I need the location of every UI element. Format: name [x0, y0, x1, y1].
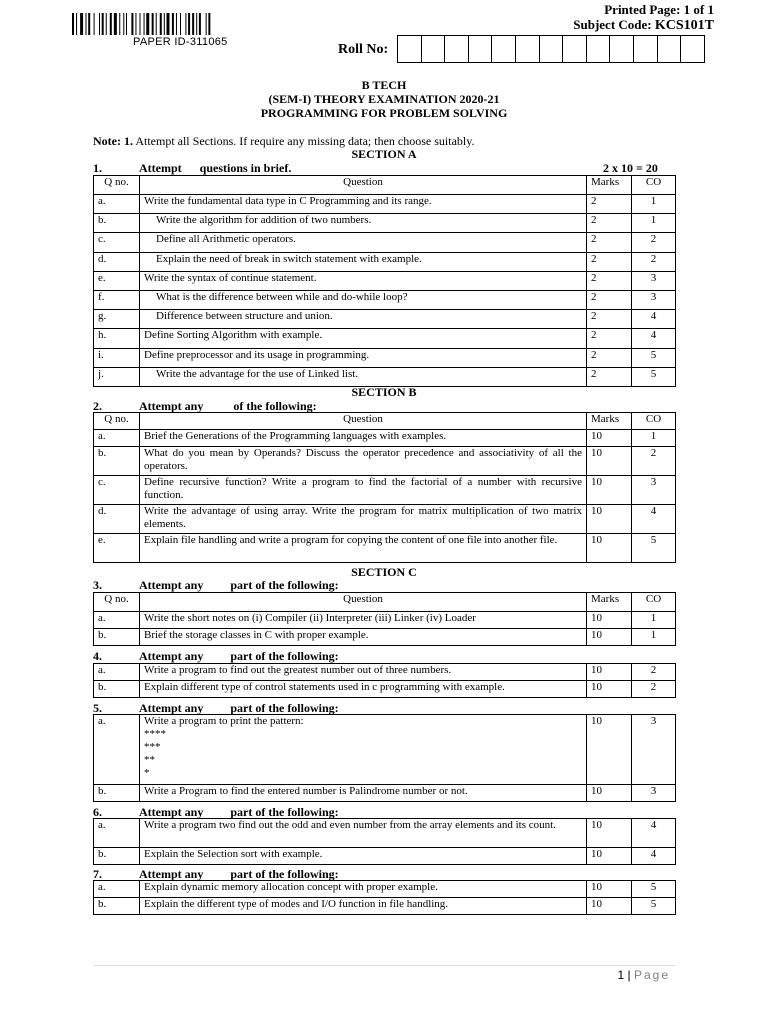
question-cell	[140, 271, 587, 290]
roll-no-label: Roll No:	[338, 42, 389, 57]
roll-no-box[interactable]	[562, 35, 587, 63]
question-marks: 2	[587, 271, 632, 290]
question-marks: 2	[587, 348, 632, 367]
question-text: Define Sorting Algorithm with example.	[144, 329, 323, 342]
question-text: Explain the Selection sort with example.	[144, 848, 323, 860]
table-row	[94, 715, 676, 785]
q5-table	[93, 714, 676, 802]
table-row	[94, 310, 676, 329]
pattern-line: *	[144, 767, 150, 779]
question-marks: 10	[587, 881, 632, 898]
question-co: 4	[632, 505, 676, 534]
table-row	[94, 367, 676, 386]
question-co: 1	[632, 195, 676, 214]
table-row	[94, 447, 676, 476]
question-text: What is the difference between while and do-while loop?	[156, 290, 408, 303]
table-row	[94, 505, 676, 534]
table-row	[94, 681, 676, 698]
question-co: 3	[632, 290, 676, 309]
question-cell	[140, 881, 587, 898]
question-marks: 2	[587, 214, 632, 233]
q4-table	[93, 663, 676, 698]
question-marks: 2	[587, 310, 632, 329]
question-cell	[140, 290, 587, 309]
q7-instruction: Attempt any part of the following:	[139, 867, 339, 881]
question-marks: 10	[587, 898, 632, 915]
question-cell	[140, 476, 587, 505]
question-cell	[140, 898, 587, 915]
question-cell	[140, 430, 587, 447]
table-row	[94, 848, 676, 865]
section-b-title: SECTION B	[351, 385, 417, 399]
question-text: Brief the storage classes in C with proper example.	[144, 629, 369, 641]
question-number: i.	[94, 348, 140, 367]
q4-number: 4.	[93, 649, 102, 663]
question-cell	[140, 612, 587, 629]
question-co: 4	[632, 310, 676, 329]
table-header-row	[94, 593, 676, 612]
q1-marks-scheme: 2 x 10 = 20	[603, 161, 658, 175]
question-co: 4	[632, 819, 676, 848]
page-number: 1	[617, 968, 625, 982]
question-number: b.	[94, 898, 140, 915]
roll-no-box[interactable]	[491, 35, 516, 63]
q6-table	[93, 818, 676, 865]
question-number: c.	[94, 233, 140, 252]
table-row	[94, 233, 676, 252]
question-cell	[140, 214, 587, 233]
question-number: f.	[94, 290, 140, 309]
question-text: Explain dynamic memory allocation concept with proper example.	[144, 881, 438, 893]
table-row	[94, 214, 676, 233]
col-header-question: Question	[140, 176, 587, 195]
question-marks: 10	[587, 629, 632, 646]
question-marks: 2	[587, 367, 632, 386]
question-marks: 10	[587, 681, 632, 698]
question-co: 3	[632, 785, 676, 802]
question-number: b.	[94, 681, 140, 698]
question-co: 3	[632, 715, 676, 785]
question-cell	[140, 233, 587, 252]
question-number: c.	[94, 476, 140, 505]
question-co: 2	[632, 447, 676, 476]
question-number: a.	[94, 612, 140, 629]
question-marks: 2	[587, 195, 632, 214]
question-co: 5	[632, 348, 676, 367]
question-number: a.	[94, 881, 140, 898]
table-row	[94, 329, 676, 348]
col-header-marks: Marks	[587, 593, 632, 612]
question-marks: 10	[587, 664, 632, 681]
col-header-marks: Marks	[587, 176, 632, 195]
pattern-line: **	[144, 754, 155, 766]
question-co: 5	[632, 881, 676, 898]
barcode	[72, 13, 252, 35]
question-co: 5	[632, 367, 676, 386]
course-title: PROGRAMMING FOR PROBLEM SOLVING	[260, 106, 508, 120]
question-number: a.	[94, 195, 140, 214]
question-marks: 10	[587, 785, 632, 802]
q1-instruction: Attempt questions in brief.	[139, 161, 292, 175]
subject-code	[573, 17, 714, 34]
question-marks: 2	[587, 233, 632, 252]
question-marks: 10	[587, 848, 632, 865]
q3-instruction: Attempt any part of the following:	[139, 578, 339, 592]
question-cell	[140, 252, 587, 271]
question-text: Write the fundamental data type in C Programming and its range.	[144, 195, 432, 207]
subject-code-label: Subject Code:	[573, 17, 655, 32]
q6-instruction: Attempt any part of the following:	[139, 805, 339, 819]
q2-number: 2.	[93, 399, 102, 413]
question-cell	[140, 664, 587, 681]
q3-line	[93, 578, 339, 593]
question-marks: 10	[587, 430, 632, 447]
q5-instruction: Attempt any part of the following:	[139, 701, 339, 715]
question-cell	[140, 310, 587, 329]
table-header-row	[94, 176, 676, 195]
roll-no-box[interactable]	[468, 35, 493, 63]
question-number: h.	[94, 329, 140, 348]
question-marks: 10	[587, 534, 632, 563]
question-text: Explain file handling and write a program for copying the content of one file into another file.	[144, 534, 558, 546]
pattern-line: ****	[144, 728, 166, 740]
q7-table	[93, 880, 676, 915]
col-header-question: Question	[140, 413, 587, 430]
table-row	[94, 195, 676, 214]
note-label: Note: 1.	[93, 134, 133, 148]
page-header	[0, 0, 768, 70]
question-cell	[140, 629, 587, 646]
question-text: Write the short notes on (i) Compiler (ii) Interpreter (iii) Linker (iv) Loader	[144, 612, 476, 624]
question-number: a.	[94, 664, 140, 681]
question-number: e.	[94, 534, 140, 563]
question-marks: 2	[587, 252, 632, 271]
col-header-marks: Marks	[587, 413, 632, 430]
footer-rule	[93, 965, 676, 966]
section-a-title: SECTION A	[351, 147, 417, 161]
q2-instruction: Attempt any of the following:	[139, 399, 317, 413]
question-text: Write the algorithm for addition of two numbers.	[156, 214, 372, 227]
question-cell	[140, 848, 587, 865]
question-marks: 10	[587, 612, 632, 629]
question-cell	[140, 534, 587, 563]
question-marks: 2	[587, 329, 632, 348]
note-text: Attempt all Sections. If require any missing data; then choose suitably.	[132, 134, 475, 148]
section-c-title: SECTION C	[351, 565, 417, 579]
question-co: 1	[632, 430, 676, 447]
col-header-co: CO	[632, 176, 676, 195]
roll-no-box[interactable]	[680, 35, 705, 63]
table-row	[94, 348, 676, 367]
table-row	[94, 534, 676, 563]
table-row	[94, 430, 676, 447]
question-number: d.	[94, 252, 140, 271]
table-row	[94, 629, 676, 646]
q6-number: 6.	[93, 805, 102, 819]
question-cell	[140, 367, 587, 386]
q3-number: 3.	[93, 578, 102, 592]
table-row	[94, 271, 676, 290]
exam-title: (SEM-I) THEORY EXAMINATION 2020-21	[268, 92, 500, 106]
question-cell	[140, 715, 587, 785]
col-header-co: CO	[632, 593, 676, 612]
q4-instruction: Attempt any part of the following:	[139, 649, 339, 663]
roll-no-boxes[interactable]	[398, 35, 705, 63]
question-cell	[140, 195, 587, 214]
question-number: b.	[94, 785, 140, 802]
roll-no-box[interactable]	[633, 35, 658, 63]
table-row	[94, 290, 676, 309]
question-text: Write a program two find out the odd and even number from the array elements and its count.	[144, 819, 556, 831]
table-row	[94, 819, 676, 848]
question-co: 2	[632, 681, 676, 698]
question-text: What do you mean by Operands? Discuss the operator precedence and associativity of all the operators.	[144, 447, 582, 472]
question-co: 4	[632, 848, 676, 865]
question-cell	[140, 785, 587, 802]
question-text: Explain different type of control statements used in c programming with example.	[144, 681, 505, 693]
pattern-line: ***	[144, 741, 161, 753]
degree-title: B TECH	[361, 78, 407, 92]
question-number: b.	[94, 629, 140, 646]
roll-no-box[interactable]	[586, 35, 611, 63]
question-number: a.	[94, 430, 140, 447]
question-cell	[140, 329, 587, 348]
question-number: e.	[94, 271, 140, 290]
question-co: 2	[632, 233, 676, 252]
table-row	[94, 476, 676, 505]
roll-no-box[interactable]	[657, 35, 682, 63]
q7-number: 7.	[93, 867, 102, 881]
col-header-co: CO	[632, 413, 676, 430]
question-co: 1	[632, 214, 676, 233]
question-co: 5	[632, 534, 676, 563]
question-marks: 10	[587, 476, 632, 505]
question-marks: 10	[587, 819, 632, 848]
roll-no-box[interactable]	[421, 35, 446, 63]
question-cell	[140, 819, 587, 848]
question-marks: 2	[587, 290, 632, 309]
roll-no-box[interactable]	[397, 35, 422, 63]
col-header-question: Question	[140, 593, 587, 612]
question-text: Difference between structure and union.	[156, 310, 333, 323]
q1-number: 1.	[93, 161, 102, 175]
question-marks: 10	[587, 715, 632, 785]
table-row	[94, 664, 676, 681]
question-text: Write the advantage for the use of Linked list.	[156, 367, 359, 380]
question-co: 4	[632, 329, 676, 348]
question-co: 2	[632, 664, 676, 681]
roll-no-box[interactable]	[444, 35, 469, 63]
page-footer	[617, 968, 670, 982]
question-text: Write the advantage of using array. Write the program for matrix multiplication of two matrix elements.	[144, 505, 582, 530]
question-co: 1	[632, 612, 676, 629]
question-text: Write a Program to find the entered number is Palindrome number or not.	[144, 785, 468, 797]
paper-id: PAPER ID-311065	[133, 36, 228, 48]
q1-line	[93, 161, 658, 176]
q4-line	[93, 649, 339, 664]
roll-no-box[interactable]	[539, 35, 564, 63]
question-text: Write a program to print the pattern:	[144, 715, 304, 727]
question-number: d.	[94, 505, 140, 534]
roll-no-box[interactable]	[609, 35, 634, 63]
question-cell	[140, 447, 587, 476]
table-row	[94, 785, 676, 802]
section-b-table	[93, 412, 676, 563]
question-cell	[140, 681, 587, 698]
question-co: 3	[632, 476, 676, 505]
question-co: 1	[632, 629, 676, 646]
table-row	[94, 252, 676, 271]
question-number: a.	[94, 715, 140, 785]
col-header-qno: Q no.	[94, 176, 140, 195]
question-number: g.	[94, 310, 140, 329]
section-a-table	[93, 175, 676, 387]
question-text: Brief the Generations of the Programming languages with examples.	[144, 430, 447, 442]
q5-number: 5.	[93, 701, 102, 715]
col-header-qno: Q no.	[94, 413, 140, 430]
question-marks: 10	[587, 505, 632, 534]
question-number: b.	[94, 848, 140, 865]
table-row	[94, 612, 676, 629]
q3-table	[93, 592, 676, 646]
question-text: Define preprocessor and its usage in programming.	[144, 348, 370, 361]
question-text: Write a program to find out the greatest number out of three numbers.	[144, 664, 452, 676]
question-number: j.	[94, 367, 140, 386]
subject-code-value: KCS101T	[654, 18, 714, 33]
question-text: Define all Arithmetic operators.	[156, 233, 296, 246]
question-number: a.	[94, 819, 140, 848]
table-row	[94, 898, 676, 915]
question-co: 3	[632, 271, 676, 290]
question-co: 2	[632, 252, 676, 271]
question-text: Explain the different type of modes and I/O function in file handling.	[144, 898, 449, 910]
printed-page: Printed Page: 1 of 1	[604, 2, 714, 17]
question-number: b.	[94, 447, 140, 476]
question-number: b.	[94, 214, 140, 233]
roll-no-box[interactable]	[515, 35, 540, 63]
page-separator: |	[624, 968, 634, 982]
question-cell	[140, 505, 587, 534]
question-text: Explain the need of break in switch statement with example.	[156, 252, 422, 265]
question-co: 5	[632, 898, 676, 915]
question-text: Write the syntax of continue statement.	[144, 271, 317, 284]
table-row	[94, 881, 676, 898]
col-header-qno: Q no.	[94, 593, 140, 612]
question-marks: 10	[587, 447, 632, 476]
page-word: Page	[633, 968, 670, 982]
question-text: Define recursive function? Write a program to find the factorial of a number with recursive function.	[144, 476, 582, 501]
table-header-row	[94, 413, 676, 430]
question-cell	[140, 348, 587, 367]
